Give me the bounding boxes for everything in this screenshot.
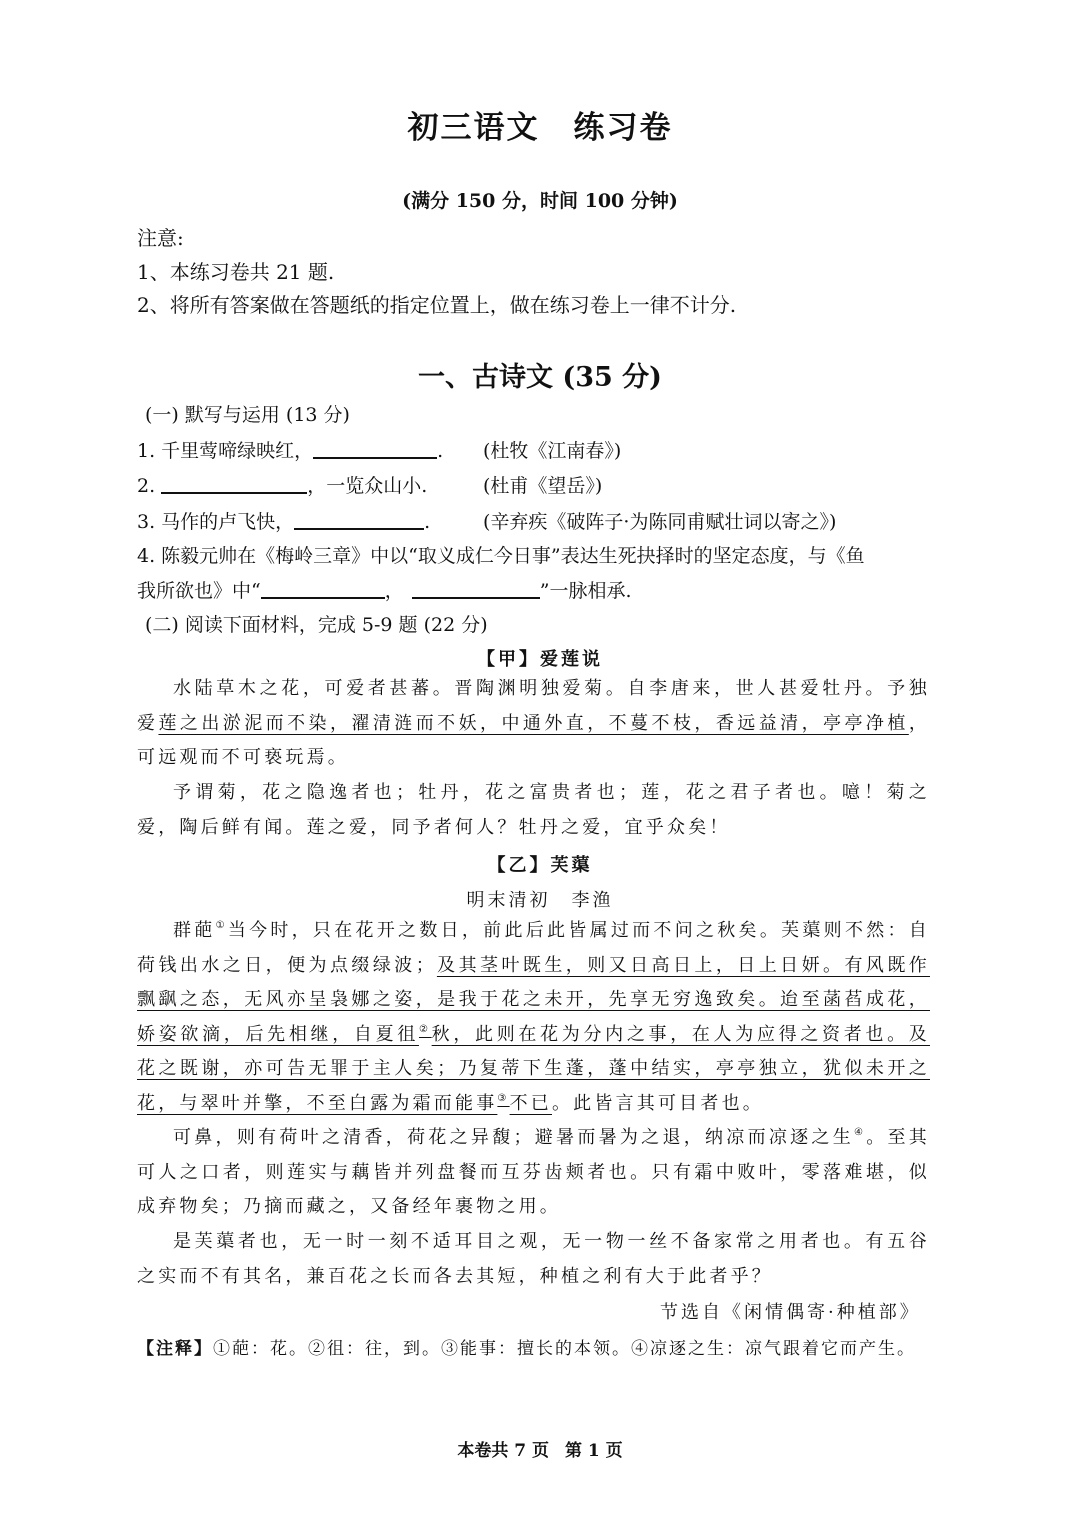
- q1-end: .: [437, 440, 444, 462]
- part2-heading: (二) 阅读下面材料，完成 5-9 题 (22 分): [145, 614, 488, 636]
- jia-p1-end: ，可远观而不可亵玩焉。: [137, 712, 931, 768]
- notes-annotation-label: 【注释】: [137, 1339, 213, 1359]
- text-jia-para-1: [137, 672, 930, 776]
- q4-answer-blank-2: [412, 577, 540, 599]
- question-4-line1: 4. 陈毅元帅在《梅岭三章》中以“取义成仁今日事”表达生死抉择时的坚定态度，与《鱼: [137, 545, 865, 567]
- page-title: [0, 102, 1080, 147]
- page-footer: [0, 1436, 1080, 1461]
- q1-answer-blank: [313, 437, 437, 459]
- q4-text-a: 我所欲也》中“: [137, 580, 261, 602]
- exam-info: (满分 150 分，时间 100 分钟): [402, 190, 678, 212]
- q2-text: ，一览众山小.: [307, 475, 428, 497]
- note-marker-2: ②: [418, 1023, 432, 1035]
- title-subject: 初三语文: [407, 110, 540, 146]
- yi-p2-text-b: 。至其可人之口者，则莲实与藕皆并列盘餐而互芬齿颊者也。只有霜中败叶，零落难堪，似成弃物矣；乃摘而藏之，又备经年裹物之用。: [137, 1127, 930, 1217]
- yi-p1-underlined-2: 秋，此则在花为分内之事，在人为应得之资者也。及花之既谢，亦可告无罪于主人矣；乃复蒂下生蓬，蓬中结实，亭亭独立，犹似未开之花，与翠叶并擎，不至白露为霜而能事: [137, 1023, 930, 1114]
- text-jia-title: 【甲】爱莲说: [477, 649, 603, 670]
- yi-p2-text-a: 可鼻，则有荷叶之清香，荷花之异馥；避暑而暑为之退，纳凉而凉逐之生: [173, 1127, 854, 1148]
- text-yi-author: 明末清初 李渔: [466, 890, 614, 911]
- yi-p1-text-a: 群葩: [173, 920, 216, 941]
- question-4-line2: [137, 576, 632, 603]
- notes-annotation-text: ①葩：花。②徂：往，到。③能事：擅长的本领。④凉逐之生：凉气跟着它而产生。: [213, 1339, 916, 1359]
- q1-source: (杜牧《江南春》): [483, 440, 622, 462]
- q2-num: 2.: [137, 475, 156, 497]
- part1-heading: (一) 默写与运用 (13 分): [145, 404, 350, 426]
- text-jia-para-2: 予谓菊，花之隐逸者也；牡丹，花之富贵者也；莲，花之君子者也。噫！菊之爱，陶后鲜有闻。莲之爱，同予者何人？牡丹之爱，宜乎众矣！: [137, 782, 930, 838]
- text-yi-source: 节选自《闲情偶寄·种植部》: [660, 1302, 921, 1323]
- section-heading: 一、古诗文 (35 分): [418, 362, 662, 393]
- yi-p1-underlined-3: 不已: [509, 1092, 552, 1114]
- note-marker-1: ①: [215, 920, 228, 931]
- notes-label: 注意:: [137, 226, 184, 250]
- question-3: [137, 507, 430, 534]
- text-yi-title: 【乙】芙蕖: [487, 855, 593, 876]
- q2-source: (杜甫《望岳》): [483, 475, 603, 497]
- q4-answer-blank-1: [261, 577, 385, 599]
- q4-text-b: ，: [384, 580, 404, 602]
- footer-page-number: 第 1 页: [565, 1441, 623, 1461]
- q3-source: (辛弃疾《破阵子·为陈同甫赋壮词以寄之》): [483, 511, 837, 533]
- yi-p1-underlined-1: 及其茎叶既生，则又日高日上，日上日妍。有风既作飘飖之态，无风亦呈袅娜之姿，是我于花之未开，先享无穷逸致矣。迨至菡萏成花，娇姿欲滴，后先相继，自夏徂: [137, 954, 930, 1045]
- note-item: 1、本练习卷共 21 题.: [137, 260, 335, 284]
- q3-text: 3. 马作的卢飞快，: [137, 511, 295, 533]
- q2-answer-blank: [161, 472, 307, 494]
- q3-answer-blank: [294, 508, 424, 530]
- text-yi-para-1: [137, 914, 930, 1121]
- text-yi-para-2: [137, 1121, 930, 1225]
- title-type: 练习卷: [573, 110, 673, 146]
- question-1: [137, 436, 443, 463]
- text-yi-para-3: 是芙蕖者也，无一时一刻不适耳目之观，无一物一丝不备家常之用者也。有五谷之实而不有其名，兼百花之长而各去其短，种植之利有大于此者乎？: [137, 1231, 930, 1287]
- footer-total-pages: 本卷共 7 页: [457, 1441, 549, 1461]
- note-marker-3: ③: [497, 1092, 510, 1104]
- jia-p1-underlined: 莲之出淤泥而不染，濯清涟而不妖，中通外直，不蔓不枝，香远益清，亭亭净植: [158, 712, 909, 734]
- yi-p1-text-b: 当今时，只在花开之数日，前此后此皆属过而不问之秋矣。芙蕖则不然：自荷钱出水之日，便为点缀绿波；: [137, 920, 930, 976]
- q4-text-c: ”一脉相承.: [539, 580, 632, 602]
- question-2: [137, 471, 427, 498]
- jia-p1-text: 水陆草木之花，可爱者甚蕃。晋陶渊明独爱菊。自李唐来，世人甚爱牡丹。予独爱: [137, 678, 930, 734]
- yi-p1-end: 。此皆言其可目者也。: [551, 1092, 764, 1114]
- note-item: 2、将所有答案做在答题纸的指定位置上，做在练习卷上一律不计分.: [137, 293, 737, 317]
- note-marker-4: ④: [853, 1127, 867, 1138]
- annotation-notes: [137, 1334, 916, 1359]
- q3-end: .: [424, 511, 431, 533]
- q1-text: 1. 千里莺啼绿映红，: [137, 440, 314, 462]
